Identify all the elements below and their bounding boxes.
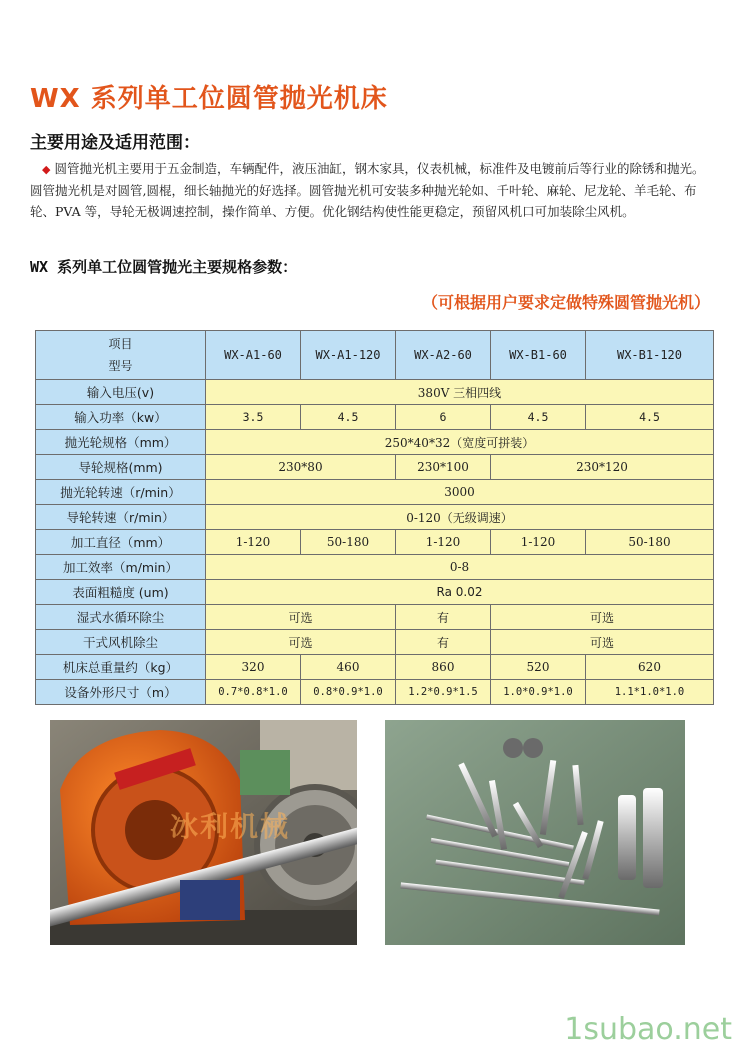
table-cell: 可选 (491, 605, 714, 630)
header-item: 项目 (108, 337, 133, 351)
table-row (36, 655, 714, 680)
table-row (36, 380, 714, 405)
table-cell: 可选 (206, 605, 396, 630)
header-model: 型号 (108, 359, 133, 373)
table-cell: Ra 0.02 (206, 580, 714, 605)
row-label: 加工直径（mm） (36, 530, 206, 555)
row-label: 湿式水循环除尘 (36, 605, 206, 630)
table-row (36, 405, 714, 430)
photo-watermark-text: 冰利机械 (170, 810, 291, 843)
usage-heading: 主要用途及适用范围： (30, 133, 200, 153)
table-cell: 0-120（无级调速） (206, 505, 714, 530)
table-row (36, 455, 714, 480)
row-label: 加工效率（m/min） (36, 555, 206, 580)
table-row (36, 605, 714, 630)
table-cell: 1-120 (396, 530, 491, 555)
table-row (36, 555, 714, 580)
diamond-bullet-icon: ◆ (42, 163, 51, 176)
row-label: 抛光轮规格（mm） (36, 430, 206, 455)
row-label: 导轮转速（r/min） (36, 505, 206, 530)
table-cell: 4.5 (586, 405, 714, 430)
table-cell: 1.2*0.9*1.5 (396, 680, 491, 705)
table-cell: 380V 三相四线 (206, 380, 714, 405)
spec-heading: WX 系列单工位圆管抛光主要规格参数： (30, 258, 298, 276)
row-label: 输入电压(v) (36, 380, 206, 405)
site-watermark: 1subao.net (564, 1012, 732, 1047)
header-item-model (36, 331, 206, 380)
table-cell: 1-120 (491, 530, 586, 555)
model-cell: WX-B1-120 (586, 331, 714, 380)
parts-photo (385, 720, 685, 945)
model-cell: WX-A1-60 (206, 331, 301, 380)
table-cell: 3000 (206, 480, 714, 505)
table-row (36, 680, 714, 705)
table-cell: 460 (301, 655, 396, 680)
table-cell: 1.0*0.9*1.0 (491, 680, 586, 705)
table-cell: 250*40*32（宽度可拼装） (206, 430, 714, 455)
table-cell: 1.1*1.0*1.0 (586, 680, 714, 705)
spec-table (35, 330, 714, 705)
row-label: 设备外形尺寸（m） (36, 680, 206, 705)
table-cell: 320 (206, 655, 301, 680)
photo-watermark-logo (170, 805, 290, 845)
row-label: 机床总重量约（kg） (36, 655, 206, 680)
row-label: 输入功率（kw） (36, 405, 206, 430)
table-cell: 0-8 (206, 555, 714, 580)
table-cell: 6 (396, 405, 491, 430)
table-cell: 1-120 (206, 530, 301, 555)
parts-illustration (385, 720, 685, 945)
table-cell: 620 (586, 655, 714, 680)
table-row (36, 480, 714, 505)
table-cell: 0.7*0.8*1.0 (206, 680, 301, 705)
table-cell: 50-180 (586, 530, 714, 555)
machine-photo (50, 720, 357, 945)
table-cell: 230*100 (396, 455, 491, 480)
row-label: 表面粗糙度 (um) (36, 580, 206, 605)
table-cell: 230*80 (206, 455, 396, 480)
model-cell: WX-A2-60 (396, 331, 491, 380)
intro-text: 圆管抛光机主要用于五金制造，车辆配件，液压油缸，钢木家具，仪表机械，标准件及电镀前后等行业的除锈和抛光。 圆管抛光机是对圆管,圆棍，细长轴抛光的好选择。圆管抛光机可安装多种抛光轮如、千叶轮、麻轮、尼龙轮、羊毛轮、布轮、PVA 等，导轮无极调速控制，操作简单、方便。优化钢结构使性能更稳定，预留风机口可加装除尘风机。 (30, 161, 705, 219)
intro-paragraph (30, 158, 720, 222)
table-cell: 4.5 (491, 405, 586, 430)
page-title: WX 系列单工位圆管抛光机床 (30, 84, 388, 114)
row-label: 干式风机除尘 (36, 630, 206, 655)
table-cell: 可选 (206, 630, 396, 655)
row-label: 抛光轮转速（r/min） (36, 480, 206, 505)
table-cell: 860 (396, 655, 491, 680)
table-row (36, 530, 714, 555)
table-cell: 520 (491, 655, 586, 680)
table-cell: 有 (396, 630, 491, 655)
table-row (36, 630, 714, 655)
custom-note: （可根据用户要求定做特殊圆管抛光机） (421, 293, 710, 312)
model-cell: WX-A1-120 (301, 331, 396, 380)
table-cell: 50-180 (301, 530, 396, 555)
table-cell: 可选 (491, 630, 714, 655)
table-row (36, 505, 714, 530)
table-cell: 230*120 (491, 455, 714, 480)
model-cell: WX-B1-60 (491, 331, 586, 380)
table-cell: 有 (396, 605, 491, 630)
table-row (36, 430, 714, 455)
table-cell: 4.5 (301, 405, 396, 430)
row-label: 导轮规格(mm) (36, 455, 206, 480)
table-cell: 3.5 (206, 405, 301, 430)
table-cell: 0.8*0.9*1.0 (301, 680, 396, 705)
table-row (36, 580, 714, 605)
